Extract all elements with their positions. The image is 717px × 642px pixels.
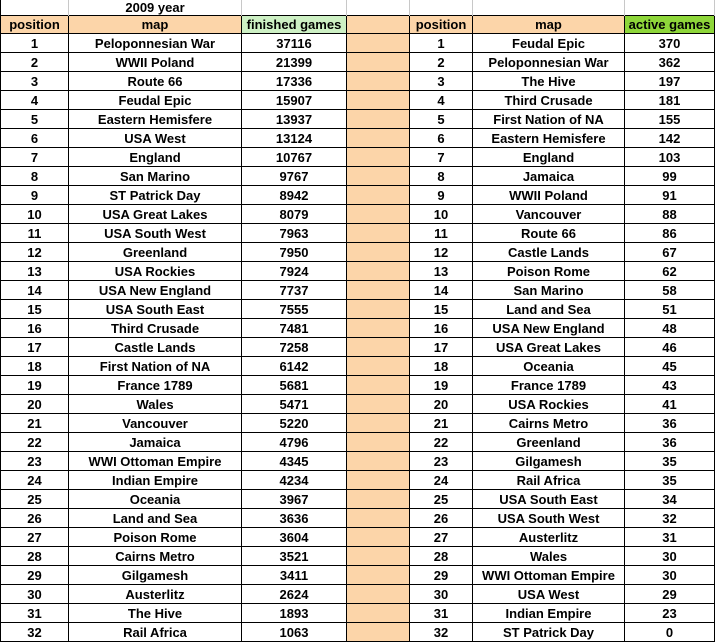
header-active-games[interactable]: active games <box>625 16 715 34</box>
cell-map-right[interactable]: WWII Poland <box>473 186 625 205</box>
table-row <box>1 604 715 623</box>
table-row <box>1 623 715 642</box>
cell-active-games[interactable]: 67 <box>625 243 715 262</box>
cell-map-right[interactable]: Peloponnesian War <box>473 53 625 72</box>
cell-map-left[interactable]: Land and Sea <box>69 509 242 528</box>
cell-position-right[interactable]: 26 <box>410 509 473 528</box>
cell-map-left[interactable]: Castle Lands <box>69 338 242 357</box>
table-row <box>1 148 715 167</box>
cell-position-left[interactable]: 29 <box>1 566 69 585</box>
cell-map-right[interactable]: England <box>473 148 625 167</box>
cell-map-right[interactable]: Indian Empire <box>473 604 625 623</box>
cell-map-right[interactable]: Castle Lands <box>473 243 625 262</box>
cell-map-left[interactable]: San Marino <box>69 167 242 186</box>
cell-finished-games[interactable]: 3411 <box>242 566 347 585</box>
title-row <box>1 0 715 16</box>
separator-cell <box>347 509 410 528</box>
cell-active-games[interactable]: 58 <box>625 281 715 300</box>
cell-finished-games[interactable]: 8942 <box>242 186 347 205</box>
cell-position-left[interactable]: 18 <box>1 357 69 376</box>
separator-cell <box>347 205 410 224</box>
separator-cell <box>347 281 410 300</box>
cell-map-right[interactable]: Third Crusade <box>473 91 625 110</box>
cell-map-left[interactable]: USA South East <box>69 300 242 319</box>
separator-cell <box>347 376 410 395</box>
cell-active-games[interactable]: 48 <box>625 319 715 338</box>
table-row <box>1 490 715 509</box>
table-row <box>1 471 715 490</box>
cell-active-games[interactable]: 36 <box>625 433 715 452</box>
cell-position-right[interactable]: 31 <box>410 604 473 623</box>
cell-position-right[interactable]: 10 <box>410 205 473 224</box>
cell-finished-games[interactable]: 7555 <box>242 300 347 319</box>
cell-finished-games[interactable]: 7481 <box>242 319 347 338</box>
cell-map-right[interactable]: Wales <box>473 547 625 566</box>
header-finished-games[interactable]: finished games <box>242 16 347 34</box>
table-row <box>1 110 715 129</box>
cell-position-left[interactable]: 24 <box>1 471 69 490</box>
table-row <box>1 129 715 148</box>
cell-finished-games[interactable]: 3604 <box>242 528 347 547</box>
separator-cell <box>347 72 410 91</box>
cell-map-left[interactable]: First Nation of NA <box>69 357 242 376</box>
separator-cell <box>347 148 410 167</box>
cell-active-games[interactable]: 91 <box>625 186 715 205</box>
cell-finished-games[interactable]: 17336 <box>242 72 347 91</box>
separator-column <box>347 16 410 34</box>
cell-map-left[interactable]: The Hive <box>69 604 242 623</box>
separator-cell <box>347 414 410 433</box>
cell-position-left[interactable]: 20 <box>1 395 69 414</box>
cell-position-right[interactable]: 9 <box>410 186 473 205</box>
table-row <box>1 509 715 528</box>
cell-position-left[interactable]: 8 <box>1 167 69 186</box>
cell-position-right[interactable]: 4 <box>410 91 473 110</box>
cell-map-left[interactable]: USA New England <box>69 281 242 300</box>
cell-map-left[interactable]: France 1789 <box>69 376 242 395</box>
cell-finished-games[interactable]: 7737 <box>242 281 347 300</box>
cell-finished-games[interactable]: 7963 <box>242 224 347 243</box>
cell-active-games[interactable]: 34 <box>625 490 715 509</box>
cell-position-left[interactable]: 13 <box>1 262 69 281</box>
cell-active-games[interactable]: 45 <box>625 357 715 376</box>
cell-position-right[interactable]: 20 <box>410 395 473 414</box>
cell-map-left[interactable]: USA West <box>69 129 242 148</box>
cell-position-left[interactable]: 14 <box>1 281 69 300</box>
cell-active-games[interactable]: 142 <box>625 129 715 148</box>
cell-finished-games[interactable]: 7258 <box>242 338 347 357</box>
cell-finished-games[interactable]: 15907 <box>242 91 347 110</box>
cell-active-games[interactable]: 103 <box>625 148 715 167</box>
separator-cell <box>347 91 410 110</box>
separator-cell <box>347 224 410 243</box>
cell-map-left[interactable]: USA Rockies <box>69 262 242 281</box>
cell-position-right[interactable]: 21 <box>410 414 473 433</box>
cell-position-left[interactable]: 15 <box>1 300 69 319</box>
cell-active-games[interactable]: 0 <box>625 623 715 642</box>
cell-position-left[interactable]: 6 <box>1 129 69 148</box>
table-row <box>1 395 715 414</box>
cell-position-right[interactable]: 5 <box>410 110 473 129</box>
cell-active-games[interactable]: 35 <box>625 452 715 471</box>
cell-finished-games[interactable]: 3636 <box>242 509 347 528</box>
cell-position-left[interactable]: 7 <box>1 148 69 167</box>
cell-active-games[interactable]: 181 <box>625 91 715 110</box>
table-row <box>1 243 715 262</box>
table-row <box>1 281 715 300</box>
cell-map-left[interactable]: Eastern Hemisfere <box>69 110 242 129</box>
cell-position-left[interactable]: 12 <box>1 243 69 262</box>
table-row <box>1 167 715 186</box>
cell-position-right[interactable]: 18 <box>410 357 473 376</box>
cell-active-games[interactable]: 35 <box>625 471 715 490</box>
separator-cell <box>347 395 410 414</box>
cell-position-left[interactable]: 3 <box>1 72 69 91</box>
cell-map-right[interactable]: Oceania <box>473 357 625 376</box>
separator-cell <box>347 319 410 338</box>
cell-active-games[interactable]: 32 <box>625 509 715 528</box>
cell-position-left[interactable]: 27 <box>1 528 69 547</box>
header-position-right[interactable]: position <box>410 16 473 34</box>
cell-position-left[interactable]: 4 <box>1 91 69 110</box>
separator-cell <box>347 585 410 604</box>
cell-position-left[interactable]: 25 <box>1 490 69 509</box>
cell-map-right[interactable]: San Marino <box>473 281 625 300</box>
cell-finished-games[interactable]: 1063 <box>242 623 347 642</box>
cell-finished-games[interactable]: 1893 <box>242 604 347 623</box>
cell-position-left[interactable]: 9 <box>1 186 69 205</box>
cell-position-right[interactable]: 19 <box>410 376 473 395</box>
separator-cell <box>347 110 410 129</box>
cell-position-right[interactable]: 29 <box>410 566 473 585</box>
cell-map-left[interactable]: Jamaica <box>69 433 242 452</box>
cell-map-right[interactable]: First Nation of NA <box>473 110 625 129</box>
cell-position-right[interactable]: 14 <box>410 281 473 300</box>
cell-active-games[interactable]: 99 <box>625 167 715 186</box>
cell-map-right[interactable]: USA Rockies <box>473 395 625 414</box>
cell-map-left[interactable]: Cairns Metro <box>69 547 242 566</box>
cell-map-right[interactable]: Vancouver <box>473 205 625 224</box>
cell-map-left[interactable]: USA South West <box>69 224 242 243</box>
cell-active-games[interactable]: 36 <box>625 414 715 433</box>
cell-position-left[interactable]: 10 <box>1 205 69 224</box>
cell-map-left[interactable]: Feudal Epic <box>69 91 242 110</box>
cell-map-left[interactable]: Third Crusade <box>69 319 242 338</box>
table-row <box>1 72 715 91</box>
cell-active-games[interactable]: 362 <box>625 53 715 72</box>
separator-cell <box>347 243 410 262</box>
cell-map-right[interactable]: USA West <box>473 585 625 604</box>
cell-map-right[interactable]: Eastern Hemisfere <box>473 129 625 148</box>
table-row <box>1 91 715 110</box>
cell-position-right[interactable]: 1 <box>410 34 473 53</box>
separator-cell <box>347 262 410 281</box>
cell-active-games[interactable]: 370 <box>625 34 715 53</box>
cell-finished-games[interactable]: 9767 <box>242 167 347 186</box>
cell-map-left[interactable]: Route 66 <box>69 72 242 91</box>
separator-cell <box>347 547 410 566</box>
table-row <box>1 433 715 452</box>
separator-cell <box>347 167 410 186</box>
cell-map-left[interactable]: Gilgamesh <box>69 566 242 585</box>
cell-active-games[interactable]: 29 <box>625 585 715 604</box>
cell-position-right[interactable]: 25 <box>410 490 473 509</box>
cell-map-right[interactable]: Feudal Epic <box>473 34 625 53</box>
cell-map-right[interactable]: Cairns Metro <box>473 414 625 433</box>
cell-map-right[interactable]: France 1789 <box>473 376 625 395</box>
cell-map-right[interactable]: ST Patrick Day <box>473 623 625 642</box>
cell-active-games[interactable]: 30 <box>625 566 715 585</box>
cell-position-right[interactable]: 23 <box>410 452 473 471</box>
cell-active-games[interactable]: 46 <box>625 338 715 357</box>
cell-map-left[interactable]: Rail Africa <box>69 623 242 642</box>
cell-position-right[interactable]: 12 <box>410 243 473 262</box>
cell-finished-games[interactable]: 37116 <box>242 34 347 53</box>
cell-map-left[interactable]: USA Great Lakes <box>69 205 242 224</box>
cell-active-games[interactable]: 88 <box>625 205 715 224</box>
cell-map-right[interactable]: USA Great Lakes <box>473 338 625 357</box>
separator-cell <box>347 471 410 490</box>
cell-map-left[interactable]: Wales <box>69 395 242 414</box>
cell-position-left[interactable]: 31 <box>1 604 69 623</box>
table-row <box>1 528 715 547</box>
cell-finished-games[interactable]: 4345 <box>242 452 347 471</box>
cell-map-right[interactable]: USA South East <box>473 490 625 509</box>
cell-active-games[interactable]: 41 <box>625 395 715 414</box>
table-row <box>1 53 715 72</box>
cell-map-right[interactable]: USA New England <box>473 319 625 338</box>
cell-position-left[interactable]: 19 <box>1 376 69 395</box>
cell-finished-games[interactable]: 10767 <box>242 148 347 167</box>
table-row <box>1 186 715 205</box>
separator-cell <box>347 34 410 53</box>
header-map-left[interactable]: map <box>69 16 242 34</box>
cell-position-left[interactable]: 23 <box>1 452 69 471</box>
cell-map-right[interactable]: Poison Rome <box>473 262 625 281</box>
cell-active-games[interactable]: 197 <box>625 72 715 91</box>
cell-map-left[interactable]: Austerlitz <box>69 585 242 604</box>
separator-cell <box>347 338 410 357</box>
header-map-right[interactable]: map <box>473 16 625 34</box>
cell-finished-games[interactable]: 5681 <box>242 376 347 395</box>
cell-finished-games[interactable]: 13124 <box>242 129 347 148</box>
cell-finished-games[interactable]: 3967 <box>242 490 347 509</box>
cell-position-left[interactable]: 17 <box>1 338 69 357</box>
cell-map-right[interactable]: WWI Ottoman Empire <box>473 566 625 585</box>
table-row <box>1 547 715 566</box>
cell-position-right[interactable]: 17 <box>410 338 473 357</box>
separator-cell <box>347 186 410 205</box>
year-title: 2009 year <box>69 0 242 16</box>
table-row <box>1 585 715 604</box>
cell-position-right[interactable]: 11 <box>410 224 473 243</box>
table-row <box>1 224 715 243</box>
cell-position-right[interactable]: 13 <box>410 262 473 281</box>
cell-active-games[interactable]: 51 <box>625 300 715 319</box>
cell-map-left[interactable]: ST Patrick Day <box>69 186 242 205</box>
cell-map-right[interactable]: Rail Africa <box>473 471 625 490</box>
cell-active-games[interactable]: 62 <box>625 262 715 281</box>
cell-active-games[interactable]: 86 <box>625 224 715 243</box>
separator-cell <box>347 528 410 547</box>
table-row <box>1 357 715 376</box>
separator-cell <box>347 490 410 509</box>
cell-finished-games[interactable]: 7950 <box>242 243 347 262</box>
cell-position-right[interactable]: 28 <box>410 547 473 566</box>
cell-position-right[interactable]: 8 <box>410 167 473 186</box>
separator-cell <box>347 452 410 471</box>
cell-position-right[interactable]: 24 <box>410 471 473 490</box>
cell-map-left[interactable]: Oceania <box>69 490 242 509</box>
cell-map-right[interactable]: Jamaica <box>473 167 625 186</box>
table-row <box>1 205 715 224</box>
header-row <box>1 16 715 34</box>
cell-map-right[interactable]: USA South West <box>473 509 625 528</box>
table-row <box>1 452 715 471</box>
cell-position-left[interactable]: 11 <box>1 224 69 243</box>
cell-finished-games[interactable]: 5220 <box>242 414 347 433</box>
cell-position-left[interactable]: 32 <box>1 623 69 642</box>
cell-position-right[interactable]: 32 <box>410 623 473 642</box>
cell-map-right[interactable]: Austerlitz <box>473 528 625 547</box>
cell-position-right[interactable]: 6 <box>410 129 473 148</box>
cell-position-right[interactable]: 7 <box>410 148 473 167</box>
table-row <box>1 319 715 338</box>
separator-cell <box>347 604 410 623</box>
separator-cell <box>347 53 410 72</box>
cell-position-left[interactable]: 21 <box>1 414 69 433</box>
cell-position-right[interactable]: 15 <box>410 300 473 319</box>
cell-position-right[interactable]: 3 <box>410 72 473 91</box>
table-row <box>1 414 715 433</box>
cell-finished-games[interactable]: 4234 <box>242 471 347 490</box>
cell-active-games[interactable]: 30 <box>625 547 715 566</box>
separator-cell <box>347 623 410 642</box>
cell-position-left[interactable]: 1 <box>1 34 69 53</box>
cell-position-left[interactable]: 5 <box>1 110 69 129</box>
cell-map-right[interactable]: Greenland <box>473 433 625 452</box>
cell-map-left[interactable]: Indian Empire <box>69 471 242 490</box>
cell-position-right[interactable]: 30 <box>410 585 473 604</box>
cell-active-games[interactable]: 31 <box>625 528 715 547</box>
separator-cell <box>347 433 410 452</box>
cell-finished-games[interactable]: 13937 <box>242 110 347 129</box>
cell-finished-games[interactable]: 5471 <box>242 395 347 414</box>
cell-map-left[interactable]: WWII Poland <box>69 53 242 72</box>
cell-finished-games[interactable]: 7924 <box>242 262 347 281</box>
cell-map-left[interactable]: WWI Ottoman Empire <box>69 452 242 471</box>
table-row <box>1 262 715 281</box>
cell-map-left[interactable]: Greenland <box>69 243 242 262</box>
cell-position-left[interactable]: 26 <box>1 509 69 528</box>
cell-position-right[interactable]: 2 <box>410 53 473 72</box>
cell-position-right[interactable]: 22 <box>410 433 473 452</box>
cell-finished-games[interactable]: 4796 <box>242 433 347 452</box>
separator-cell <box>347 357 410 376</box>
cell-position-right[interactable]: 27 <box>410 528 473 547</box>
cell-position-right[interactable]: 16 <box>410 319 473 338</box>
separator-cell <box>347 566 410 585</box>
table-row <box>1 566 715 585</box>
table-row <box>1 300 715 319</box>
cell-finished-games[interactable]: 3521 <box>242 547 347 566</box>
cell-active-games[interactable]: 155 <box>625 110 715 129</box>
cell-finished-games[interactable]: 21399 <box>242 53 347 72</box>
table-row <box>1 34 715 53</box>
cell-map-right[interactable]: Land and Sea <box>473 300 625 319</box>
header-position-left[interactable]: position <box>1 16 69 34</box>
table-row <box>1 338 715 357</box>
cell-finished-games[interactable]: 8079 <box>242 205 347 224</box>
cell-active-games[interactable]: 23 <box>625 604 715 623</box>
cell-position-left[interactable]: 16 <box>1 319 69 338</box>
separator-cell <box>347 300 410 319</box>
cell-position-left[interactable]: 30 <box>1 585 69 604</box>
cell-active-games[interactable]: 43 <box>625 376 715 395</box>
cell-position-left[interactable]: 22 <box>1 433 69 452</box>
cell-map-left[interactable]: Vancouver <box>69 414 242 433</box>
cell-map-left[interactable]: Poison Rome <box>69 528 242 547</box>
cell-map-left[interactable]: England <box>69 148 242 167</box>
table-row <box>1 376 715 395</box>
cell-position-left[interactable]: 2 <box>1 53 69 72</box>
cell-map-right[interactable]: Route 66 <box>473 224 625 243</box>
cell-finished-games[interactable]: 2624 <box>242 585 347 604</box>
cell-map-left[interactable]: Peloponnesian War <box>69 34 242 53</box>
cell-position-left[interactable]: 28 <box>1 547 69 566</box>
cell-finished-games[interactable]: 6142 <box>242 357 347 376</box>
cell-map-right[interactable]: Gilgamesh <box>473 452 625 471</box>
cell-map-right[interactable]: The Hive <box>473 72 625 91</box>
separator-cell <box>347 129 410 148</box>
